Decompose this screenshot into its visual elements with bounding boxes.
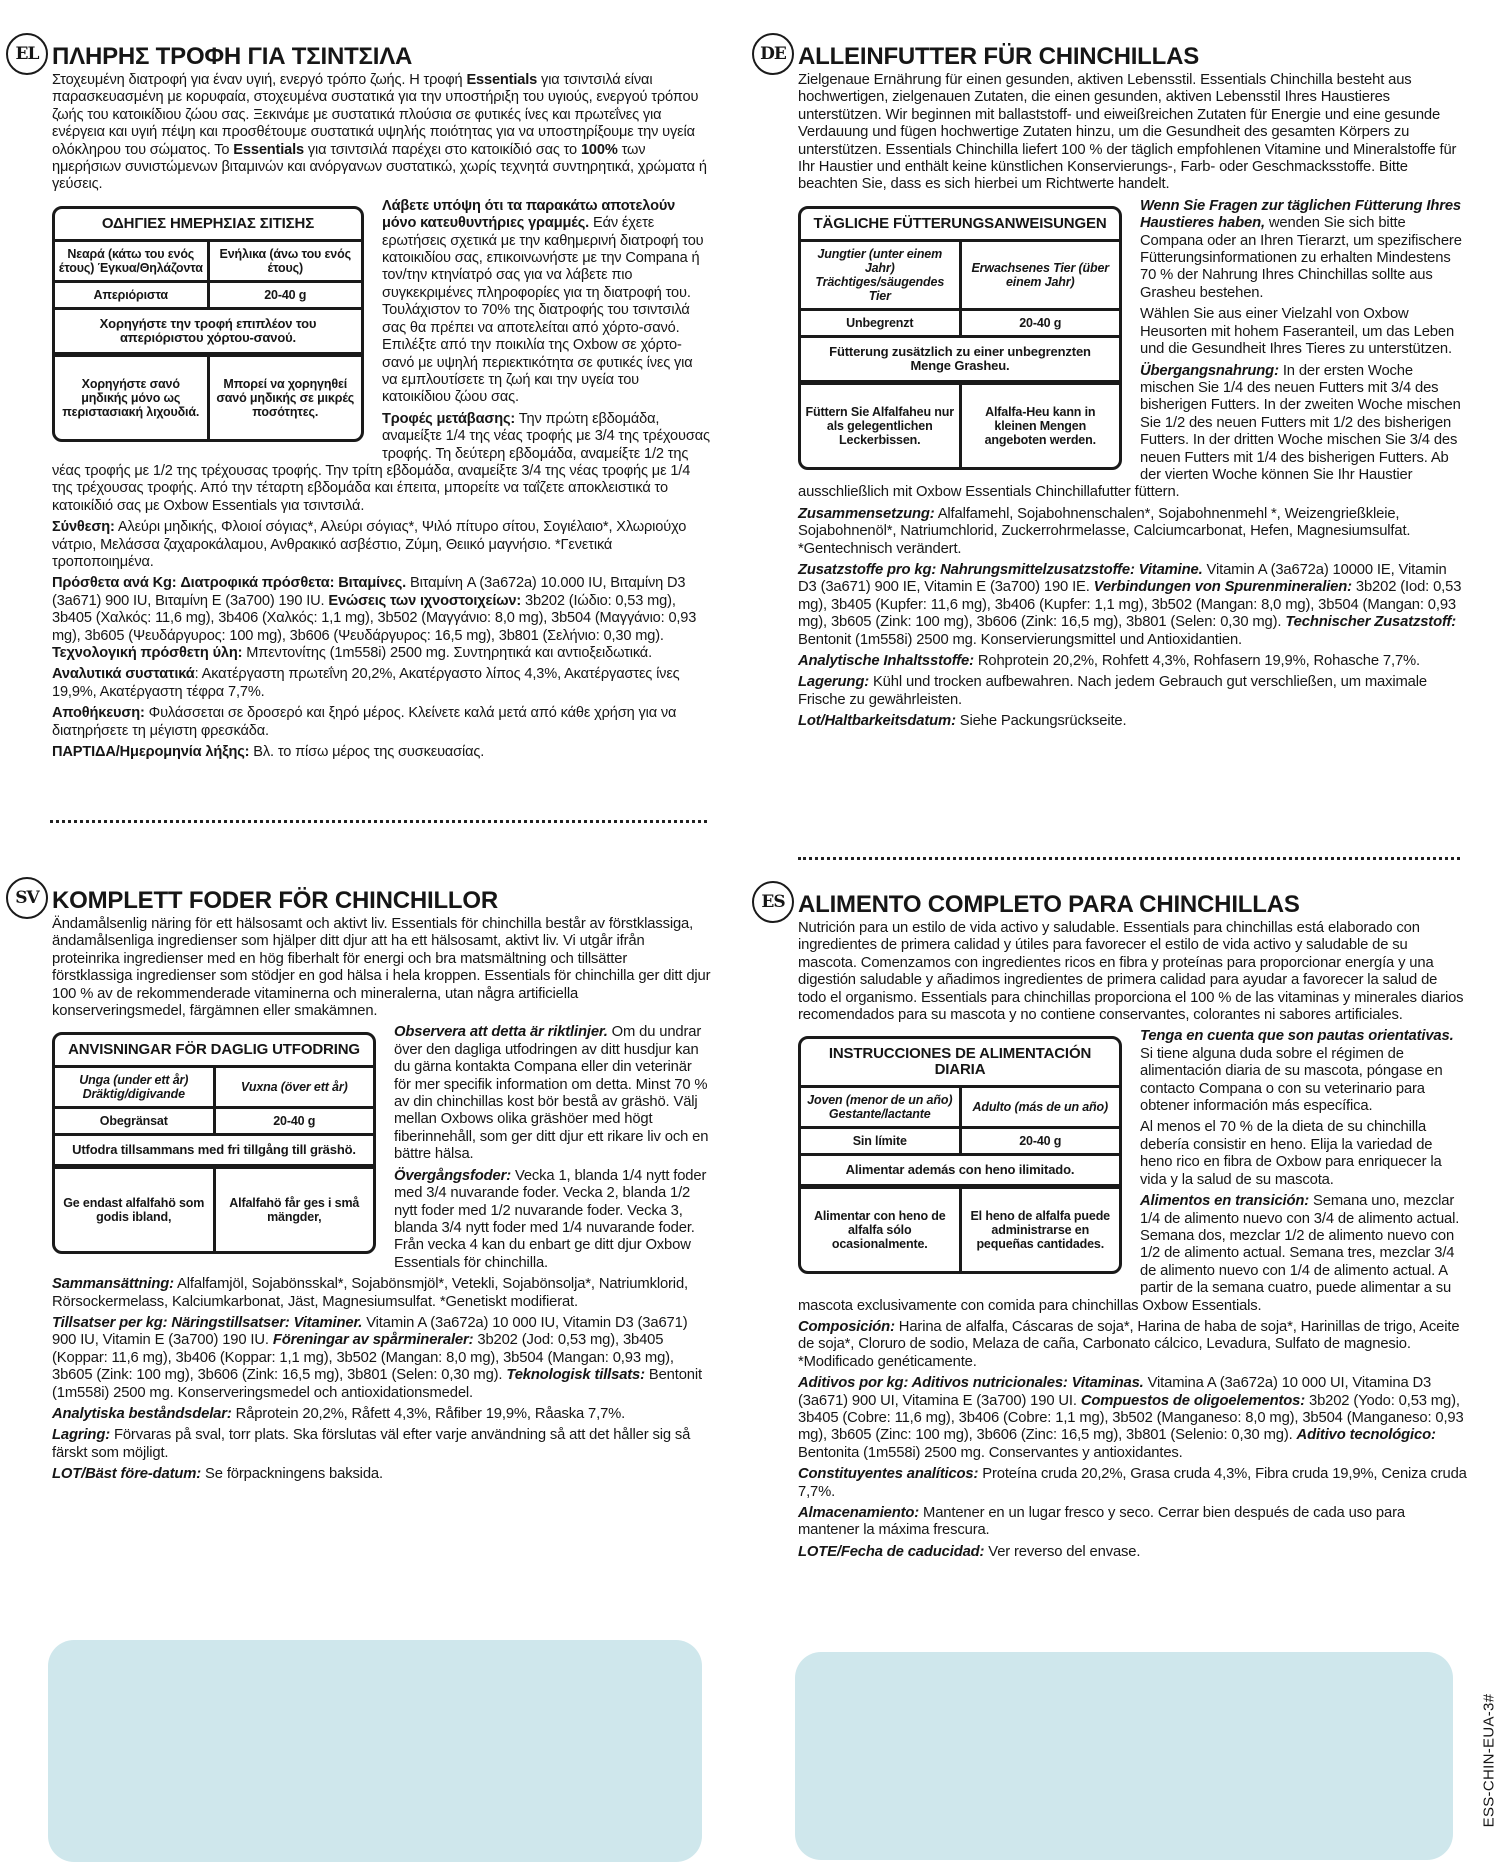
label-text: Αναλυτικά συστατικά: [52, 666, 195, 683]
body-text: Στοχευμένη διατροφή για έναν υγιή, ενεργό τρόπο ζωής. Η τροφή: [52, 72, 467, 88]
adult-alfalfa-cell: El heno de alfalfa puede administrarse en pequeñas cantidades.: [970, 1209, 1110, 1252]
language-code-badge: DE: [752, 33, 794, 75]
body-text: Ändamålsenlig näring för ett hälsosamt och aktivt liv. Essentials för chinchilla består av förstklassiga, ändamålsenliga ingredienser som hjälper ditt djur att ha ett hälsosamt, aktivt liv. Vi utgår ifrån proteinrika ingredienser med en hög fiberhalt för energi och bra matsmältning och tillsätter förstklassiga ingredienser som stödjer en god hälsa i hela kroppen. Essentials för chinchilla ger ditt djur 100 % av de rekommenderade vitaminerna och mineralerna, utan några artificiella konserveringsmedel, färgämnen eller smakämnen.: [52, 916, 711, 1020]
section-content: [798, 72, 1467, 731]
label-text: Technischer Zusatzstoff:: [1285, 614, 1457, 631]
label-text: LOT/Bäst före-datum:: [52, 1466, 202, 1483]
section-content: [798, 920, 1467, 1561]
label-text: 100%: [580, 141, 618, 158]
body-text: Μπεντονίτης (1m558i) 2500 mg. Συντηρητικά και αντιοξειδωτικά.: [242, 645, 653, 661]
paragraph: [798, 713, 1467, 730]
paragraph: [52, 1276, 711, 1311]
label-text: Τροφές μετάβασης:: [382, 410, 516, 427]
label-text: Αποθήκευση:: [52, 705, 145, 722]
label-text: Observera att detta är riktlinjer.: [394, 1024, 608, 1041]
body-text: για τσιντσιλά παρέχει στο κατοικίδιό σας το: [304, 141, 581, 158]
section-title: ALLEINFUTTER FÜR CHINCHILLAS: [798, 43, 1200, 70]
paragraph: [798, 674, 1467, 709]
label-text: Constituyentes analíticos:: [798, 1466, 979, 1483]
paragraph: [798, 1505, 1467, 1540]
adult-header-cell: Ενήλικα (άνω του ενός έτους): [219, 246, 351, 275]
adult-header-cell: Adulto (más de un año): [972, 1100, 1109, 1115]
section-es: [752, 884, 1467, 1565]
body-text: Εάν έχετε ερωτήσεις σχετικά με την καθημερινή διατροφή του κατοικιδίου σας, επικοινωνήστε με την Compana ή τον/την κτηνίατρό σας για να λάβετε πιο συγκεκριμένες πληροφορίες για τη διατροφή του. Τουλάχιστον το 70% της διατροφής του τσιντσιλά σας θα πρέπει να αποτελείται από χόρτο-σανό. Επιλέξτε από την ποικιλία της Oxbow σε χόρτο-σανό με υψηλή περιεκτικότητα σε φυτικές ίνες για να εμπλουτίσετε τη ζωή και την υγεία του κατοικίδιου ζώου σας.: [382, 215, 704, 406]
body-text: Βιταμίνη A (3a672a) 10.000 IU, Βιταμίνη D3 (3a671) 900 IU, Βιταμίνη E (3a700) 190 IU.: [52, 575, 686, 609]
daily-feeding-table: [798, 206, 1122, 470]
paragraph: [798, 1319, 1467, 1371]
intro-paragraph: [52, 916, 711, 1020]
young-alfalfa-cell: Alimentar con heno de alfalfa sólo ocasionalmente.: [801, 1189, 962, 1271]
hay-note-cell: Χορηγήστε την τροφή επιπλέον του απεριόριστου χόρτου-σανού.: [55, 310, 361, 357]
paragraph: [52, 744, 711, 761]
label-text: Zusatzstoffe pro kg: Nahrungsmittelzusatzstoffe: Vitamine.: [798, 561, 1203, 578]
adult-amount-cell: 20-40 g: [273, 1114, 316, 1129]
label-text: Composición:: [798, 1318, 895, 1335]
young-amount-cell: Obegränsat: [55, 1109, 216, 1133]
label-text: Sammansättning:: [52, 1276, 174, 1293]
table-alfalfa-row: [801, 385, 1119, 467]
section-de: [752, 36, 1467, 735]
body-text: : Ακατέργαστη πρωτεΐνη 20,2%, Ακατέργαστο λίπος 4,3%, Ακατέργαστες ίνες 19,9%, Ακατέργαστη τέφρα 7,7%.: [52, 666, 680, 700]
adult-alfalfa-cell: Alfalfa-Heu kann in kleinen Mengen angeboten werden.: [984, 404, 1096, 447]
label-text: Τεχνολογική πρόσθετη ύλη:: [52, 645, 243, 661]
young-amount-cell: Απεριόριστα: [55, 283, 210, 307]
label-text: Wenn Sie Fragen zur täglichen Fütterung Ihres Haustieres haben,: [1140, 197, 1462, 232]
paragraph: [52, 705, 711, 740]
body-text: 3b202 (Ιώδιο: 0,53 mg), 3b405 (Χαλκός: 11,6 mg), 3b406 (Χαλκός: 1,1 mg), 3b502 (Μαγγάνιο: 8,0 mg), 3b504 (Μαγγάνιο: 0,93 mg), 3b605 (Ψευδάργυρος: 100 mg), 3b606 (Ψευδάργυρος: 16,5 mg), 3b801 (Σελήνιο: 0,30 mg).: [52, 592, 697, 644]
table-amount-row: [801, 311, 1119, 338]
body-text: για τσιντσιλά είναι παρασκευασμένη με κορυφαία, στοχευμένα συστατικά για την υποστήριξη του υγιούς, ενεργού τρόπου ζωής του κατοικίδιου ζώου σας. Ξεκινάμε με συστατικά πλούσια σε φυτικές ίνες και πρωτεΐνες για ενέργεια και υγιή πέψη και προσθέτουμε συστατικά υψηλής ποιότητας για να υποστηρίξουμε την υγεία ολόκληρου του σώματος. Το: [52, 72, 699, 158]
body-text: wenden Sie sich bitte Compana oder an Ihren Tierarzt, um spezifischere Fütterungsinformationen zu erhalten Mindestens 70 % der Nahrung Ihres Chinchillas sollte aus Grasheu bestehen.: [1140, 215, 1462, 301]
body-text: Semana uno, mezclar 1/4 de alimento nuevo con 3/4 de alimento actual. Semana dos, mezclar 1/2 de alimento nuevo con 1/2 de alimento actual. Semana tres, mezclar 3/4 de alimento nuevo con 1/4 de alimento actual. A partir de la semana cuatro, puede alimentar a su mascota exclusivamente con comida para chinchillas Oxbow Essentials.: [798, 1193, 1460, 1314]
label-text: Verbindungen von Spurenmineralien:: [1093, 579, 1352, 596]
table-header-row: [801, 242, 1119, 311]
body-text: Harina de alfalfa, Cáscaras de soja*, Harina de haba de soja*, Harinillas de trigo, Aceite de soja*, Cloruro de sodio, Melaza de caña, Carbonato cálcico, Levadura, Sulfato de magnesio. *Modificado genéticamente.: [798, 1318, 1460, 1370]
body-text: Alfalfamjöl, Sojabönsskal*, Sojabönsmjöl*, Vetekli, Sojabönsolja*, Natriumklorid, Rörsockermelass, Kalciumkarbonat, Jäst, Magnesiumsulfat. *Genetiskt modifierat.: [52, 1276, 688, 1310]
label-text: Zusammensetzung:: [798, 505, 935, 522]
label-text: Aditivos por kg: Aditivos nutricionales: Vitaminas.: [798, 1375, 1144, 1392]
adult-amount-cell: 20-40 g: [1019, 1134, 1062, 1149]
section-header: [6, 880, 711, 916]
body-text: Råprotein 20,2%, Råfett 4,3%, Råfiber 19,9%, Råaska 7,7%.: [231, 1405, 626, 1422]
body-text: Proteína cruda 20,2%, Grasa cruda 4,3%, Fibra cruda 19,9%, Ceniza cruda 7,7%.: [798, 1466, 1467, 1500]
label-text: Övergångsfoder:: [394, 1167, 511, 1184]
section-title: ALIMENTO COMPLETO PARA CHINCHILLAS: [798, 891, 1300, 918]
body-text: Zielgenaue Ernährung für einen gesunden, aktiven Lebensstil. Essentials Chinchilla besteht aus hochwertigen, zielgenauen Zutaten, die einen gesunden, aktiven Lebensstil Ihres Haustieres unterstützen. Wir beginnen mit ballaststoff- und eiweißreichen Zutaten für Energie und eine gesunde Verdauung und fügen hochwertige Zutaten hinzu, um die Gesundheit des gesamten Körpers zu unterstützen. Essentials Chinchilla liefert 100 % der täglich empfohlenen Vitamine und Mineralstoffe für Ihr Haustier und enthält keine künstlichen Konservierungs-, Farb- oder Geschmacksstoffe. Bitte beachten Sie, dass es sich hierbei um Richtwerte handelt.: [798, 72, 1457, 193]
adult-header-cell: Erwachsenes Tier (über einem Jahr): [971, 260, 1109, 289]
label-text: Essentials: [466, 72, 538, 88]
body-text: Rohprotein 20,2%, Rohfett 4,3%, Rohfasern 19,9%, Rohasche 7,7%.: [973, 653, 1420, 669]
hay-note-cell: Utfodra tillsammans med fri tillgång till gräshö.: [55, 1136, 373, 1169]
body-text: In der ersten Woche mischen Sie 1/4 des neuen Futters mit 3/4 des bisherigen Futters. In der zweiten Woche mischen Sie 1/2 des neuen Futters mit 1/2 des bisherigen Futters. In der dritten Woche mischen Sie 3/4 des neuen Futters mit 1/4 des bisherigen Futters. Ab der vierten Woche können Sie Ihr Haustier ausschließlich mit Oxbow Essentials Chinchillafutter füttern.: [798, 362, 1461, 501]
daily-feeding-table: [52, 1032, 376, 1254]
dotted-divider: [50, 820, 707, 823]
body-text: Siehe Packungsrückseite.: [955, 713, 1127, 730]
intro-paragraph: [798, 920, 1467, 1024]
paragraph: [52, 666, 711, 701]
body-text: Mantener en un lugar fresco y seco. Cerrar bien después de cada uso para mantener la máxima frescura.: [798, 1505, 1405, 1539]
label-text: Compuestos de oligoelementos:: [1080, 1392, 1306, 1409]
adult-header-cell: Vuxna (över ett år): [240, 1080, 348, 1095]
body-text: Si tiene alguna duda sobre el régimen de alimentación diaria de su mascota, póngase en contacto Compana o con su veterinario para obtener información más específica.: [1140, 1045, 1443, 1115]
paragraph: [798, 1375, 1467, 1462]
hay-note-cell: Fütterung zusätzlich zu einer unbegrenzten Menge Grasheu.: [801, 338, 1119, 385]
language-code-badge: SV: [6, 877, 48, 919]
body-text: Αλεύρι μηδικής, Φλοιοί σόγιας*, Αλεύρι σόγιας*, Ψιλό πίτυρο σίτου, Σογιέλαιο*, Χλωριούχο νάτριο, Μελάσσα ζαχαροκάλαμου, Ανθρακικό ασβέστιο, Ζύμη, Θειικό μαγνήσιο. *Γενετικά τροποποιημένα.: [52, 519, 687, 570]
daily-feeding-table: [52, 206, 364, 442]
label-text: Lot/Haltbarkeitsdatum:: [798, 713, 956, 730]
body-text: Al menos el 70 % de la dieta de su chinchilla debería consistir en heno. Elija la variedad de heno rico en fibra de Oxbow para enriquecer la vida y la salud de su mascota.: [1140, 1119, 1442, 1188]
label-text: Analytische Inhaltsstoffe:: [798, 653, 974, 669]
young-alfalfa-cell: Füttern Sie Alfalfaheu nur als gelegentlichen Leckerbissen.: [801, 385, 962, 467]
table-header-row: [55, 1068, 373, 1109]
paragraph: [52, 1315, 711, 1402]
label-text: Föreningar av spårmineraler:: [272, 1332, 474, 1349]
adult-alfalfa-cell: Μπορεί να χορηγηθεί σανό μηδικής σε μικρές ποσότητες.: [216, 376, 355, 419]
section-header: [752, 884, 1467, 920]
young-header-cell: Unga (under ett år) Dräktig/digivande: [55, 1068, 216, 1106]
label-text: Aditivo tecnológico:: [1296, 1427, 1436, 1444]
label-text: Σύνθεση:: [52, 519, 115, 536]
daily-feeding-table: [798, 1036, 1122, 1274]
hay-note-cell: Alimentar además con heno ilimitado.: [801, 1156, 1119, 1189]
body-text: Förvaras på sval, torr plats. Ska förslutas väl efter varje användning så att det håller sig så färskt som möjligt.: [52, 1427, 691, 1461]
section-header: [752, 36, 1467, 72]
table-heading: TÄGLICHE FÜTTERUNGSANWEISUNGEN: [801, 209, 1119, 242]
product-code: ESS-CHIN-EUA-3#: [1480, 1693, 1498, 1828]
blank-label-panel: [795, 1652, 1453, 1860]
section-el: [6, 36, 711, 765]
body-text: Vitamina A (3a672a) 10 000 UI, Vitamina D3 (3a671) 900 UI, Vitamina E (3a700) 190 UI.: [798, 1375, 1432, 1409]
body-text: Βλ. το πίσω μέρος της συσκευασίας.: [249, 744, 485, 761]
adult-amount-cell: 20-40 g: [1019, 315, 1062, 330]
label-text: Übergangsnahrung:: [1140, 362, 1279, 379]
blank-label-panel: [48, 1640, 702, 1862]
young-amount-cell: Sin límite: [801, 1129, 962, 1153]
body-text: Ver reverso del envase.: [984, 1543, 1141, 1560]
label-text: Alimentos en transición:: [1140, 1193, 1310, 1210]
table-amount-row: [55, 1109, 373, 1136]
language-code-badge: ES: [752, 881, 794, 923]
section-content: [52, 916, 711, 1484]
paragraph: [798, 562, 1467, 649]
paragraph: [798, 506, 1467, 558]
body-text: Vecka 1, blanda 1/4 nytt foder med 3/4 nuvarande foder. Vecka 2, blanda 1/2 nytt foder med 1/2 nuvarande foder. Vecka 3, blanda 3/4 nytt foder med 1/4 nuvarande foder. Från vecka 4 kan du enbart ge ditt djur Oxbow Essentials för chinchilla.: [394, 1167, 707, 1271]
section-content: [52, 72, 711, 761]
young-header-cell: Νεαρά (κάτω του ενός έτους) Έγκυα/Θηλάζοντα: [55, 242, 210, 280]
label-text: Essentials: [233, 141, 304, 158]
label-text: Lagring:: [52, 1427, 110, 1444]
body-text: Bentonit (1m558i) 2500 mg. Konservierungsmittel und Antioxidantien.: [798, 631, 1242, 648]
body-text: Om du undrar över den dagliga utfodringen av ditt husdjur kan du gärna kontakta Compana eller din veterinär för mer specifik information om detta. Minst 70 % av din chinchillas kost bör bestå av gräshö. Välj mellan Oxbows olika gräshöer med högt fiberinnehåll, som ger ditt djur ett rikare liv och en bättre hälsa.: [394, 1024, 709, 1163]
table-heading: INSTRUCCIONES DE ALIMENTACIÓN DIARIA: [801, 1039, 1119, 1088]
body-text: Alfalfamehl, Sojabohnenschalen*, Sojabohnenmehl *, Weizengrießkleie, Sojabohnenöl*, Natriumchlorid, Zuckerrohrmelasse, Calciumcarbonat, Hefen, Magnesiumsulfat. *Gentechnisch verändert.: [798, 505, 1411, 557]
label-text: Tillsatser per kg: Näringstillsatser: Vitaminer.: [52, 1314, 363, 1331]
paragraph: [52, 1427, 711, 1462]
label-text: ΠΑΡΤΙΔΑ/Ημερομηνία λήξης:: [52, 744, 250, 761]
section-title: ΠΛΗΡΗΣ ΤΡΟΦΗ ΓΙΑ ΤΣΙΝΤΣΙΛΑ: [52, 43, 413, 70]
body-text: 3b202 (Jod: 0,53 mg), 3b405 (Koppar: 11,6 mg), 3b406 (Koppar: 1,1 mg), 3b502 (Mangan: 8,0 mg), 3b504 (Mangan: 0,93 mg), 3b605 (Zink: 100 mg), 3b606 (Zink: 16,5 mg), 3b801 (Selen: 0,30 mg).: [52, 1332, 674, 1384]
body-text: Bentonit (1m558i) 2500 mg. Konserveringsmedel och antioxidationsmedel.: [52, 1367, 702, 1401]
body-text: 3b202 (Iod: 0,53 mg), 3b405 (Kupfer: 11,6 mg), 3b406 (Kupfer: 1,1 mg), 3b502 (Mangan: 8,0 mg), 3b504 (Mangan: 0,93 mg), 3b605 (Zink: 100 mg), 3b606 (Zink: 16,5 mg), 3b801 (Selen: 0,30 mg).: [798, 579, 1462, 631]
label-text: LOTE/Fecha de caducidad:: [798, 1543, 985, 1560]
label-text: Almacenamiento:: [798, 1505, 920, 1521]
table-header-row: [55, 242, 361, 283]
label-text: Teknologisk tillsats:: [506, 1367, 645, 1384]
language-code-badge: EL: [6, 33, 48, 75]
body-text: Kühl und trocken aufbewahren. Nach jedem Gebrauch gut verschließen, um maximale Frische zu gewährleisten.: [798, 674, 1427, 708]
table-alfalfa-row: [55, 357, 361, 439]
body-text: Vitamin A (3a672a) 10 000 IU, Vitamin D3 (3a671) 900 IU, Vitamin E (3a700) 190 IU.: [52, 1314, 688, 1349]
body-text: 3b202 (Yodo: 0,53 mg), 3b405 (Cobre: 11,6 mg), 3b406 (Cobre: 1,1 mg), 3b502 (Manganeso: 8,0 mg), 3b504 (Manganeso: 0,93 mg), 3b605 (Zinc: 100 mg), 3b606 (Zinc: 16,5 mg), 3b801 (Selenio: 0,30 mg).: [798, 1392, 1464, 1444]
young-header-cell: Jungtier (unter einem Jahr) Trächtiges/säugendes Tier: [801, 242, 962, 308]
paragraph: [52, 575, 711, 662]
label-text: Λάβετε υπόψη ότι τα παρακάτω αποτελούν μόνο κατευθυντήριες γραμμές.: [382, 197, 676, 232]
paragraph: [798, 1466, 1467, 1501]
dotted-divider: [798, 857, 1460, 860]
body-text: Nutrición para un estilo de vida activo y saludable. Essentials para chinchillas está elaborado con ingredientes de primera calidad y útiles para favorecer el estilo de vida activo y saludable de su mascota. Comenzamos con ingredientes ricos en fibra y proteínas para proporcionar energía y una digestión saludable y añadimos ingredientes de primera calidad para ayudar a favorecer la salud de todo el organismo. Essentials para chinchillas proporciona el 100 % de las vitaminas y minerales diarios recomendados para su mascota y no contiene conservantes, colorantes ni sabores artificiales.: [798, 920, 1464, 1024]
young-alfalfa-cell: Χορηγήστε σανό μηδικής μόνο ως περιστασιακή λιχουδιά.: [55, 357, 210, 439]
paragraph: [52, 1466, 711, 1483]
body-text: των ημερήσιων συνιστώμενων βιταμινών και ανόργανων συστατικώ, χωρίς τεχνητά συντηρητικά, χρώματα ή γεύσεις.: [52, 141, 707, 193]
table-amount-row: [801, 1129, 1119, 1156]
paragraph: [798, 1544, 1467, 1561]
table-heading: ANVISNINGAR FÖR DAGLIG UTFODRING: [55, 1035, 373, 1068]
body-text: Wählen Sie aus einer Vielzahl von Oxbow Heusorten mit hohem Faseranteil, um das Leben und die Gesundheit Ihres Tieres zu unterstützen.: [1140, 306, 1455, 358]
section-sv: [6, 880, 711, 1488]
young-amount-cell: Unbegrenzt: [801, 311, 962, 335]
section-title: KOMPLETT FODER FÖR CHINCHILLOR: [52, 887, 498, 914]
label-text: Lagerung:: [798, 674, 869, 691]
body-text: Φυλάσσεται σε δροσερό και ξηρό μέρος. Κλείνετε καλά μετά από κάθε χρήση για να διατηρήσετε τη μέγιστη φρεσκάδα.: [52, 705, 677, 739]
young-header-cell: Joven (menor de un año) Gestante/lactante: [801, 1088, 962, 1126]
paragraph: [52, 519, 711, 571]
intro-paragraph: [52, 72, 711, 194]
paragraph: [52, 1406, 711, 1423]
young-alfalfa-cell: Ge endast alfalfahö som godis ibland,: [55, 1169, 216, 1251]
table-alfalfa-row: [55, 1169, 373, 1251]
section-header: [6, 36, 711, 72]
body-text: Bentonita (1m558i) 2500 mg. Conservantes y antioxidantes.: [798, 1444, 1183, 1461]
label-text: Πρόσθετα ανά Kg: Διατροφικά πρόσθετα: Βιταμίνες.: [52, 575, 407, 592]
body-text: Την πρώτη εβδομάδα, αναμείξτε 1/4 της νέας τροφής με 3/4 της τρέχουσας τροφής. Τη δεύτερη εβδομάδα, αναμείξτε 1/2 της νέας τροφής με 1/2 της τρέχουσας τροφής. Την τρίτη εβδομάδα, αναμείξτε 3/4 της νέας τροφής με 1/4 της τρέχουσας τροφής. Από την τέταρτη εβδομάδα και έπειτα, μπορείτε να ταΐζετε αποκλειστικά το κατοικίδιό σας με Oxbow Essentials για τσιντσιλά.: [52, 410, 710, 514]
table-heading: ΟΔΗΓΙΕΣ ΗΜΕΡΗΣΙΑΣ ΣΙΤΙΣΗΣ: [55, 209, 361, 242]
paragraph: [798, 653, 1467, 670]
label-text: Analytiska beståndsdelar:: [52, 1405, 232, 1422]
table-amount-row: [55, 283, 361, 310]
table-alfalfa-row: [801, 1189, 1119, 1271]
table-header-row: [801, 1088, 1119, 1129]
label-text: Ενώσεις των ιχνοστοιχείων:: [328, 592, 522, 609]
label-text: Tenga en cuenta que son pautas orientativas.: [1140, 1028, 1454, 1045]
intro-paragraph: [798, 72, 1467, 194]
body-text: Vitamin A (3a672a) 10000 IE, Vitamin D3 (3a671) 900 IE, Vitamin E (3a700) 190 IE.: [798, 561, 1447, 596]
adult-alfalfa-cell: Alfalfahö får ges i små mängder,: [229, 1196, 360, 1225]
body-text: Se förpackningens baksida.: [201, 1466, 383, 1483]
adult-amount-cell: 20-40 g: [264, 287, 307, 302]
